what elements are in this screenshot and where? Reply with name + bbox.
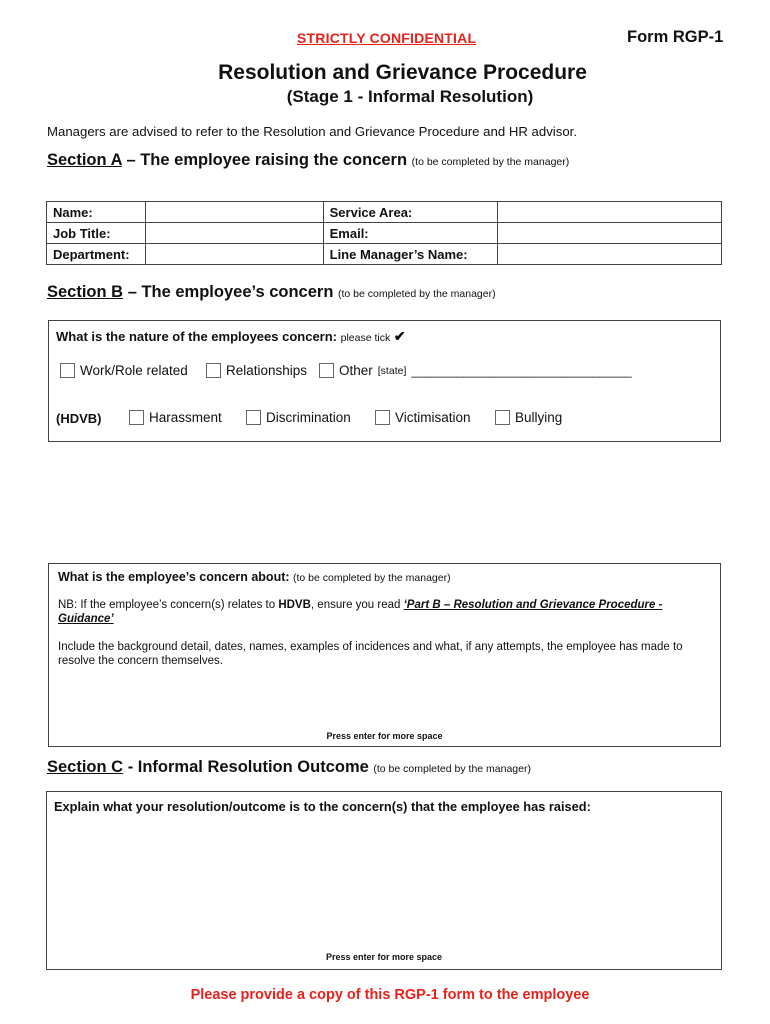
intro-text: Managers are advised to refer to the Resolution and Grievance Procedure and HR advisor.: [47, 124, 577, 139]
section-c-note: (to be completed by the manager): [373, 763, 531, 775]
hdvb-label: (HDVB): [56, 411, 102, 426]
email-label: Email:: [323, 223, 498, 244]
press-enter-hint: Press enter for more space: [326, 731, 443, 741]
nature-hint: please tick: [340, 332, 391, 344]
option-discrimination-label: Discrimination: [266, 410, 351, 425]
checkbox-work-role[interactable]: [60, 363, 75, 378]
about-question: [58, 570, 451, 584]
option-bullying-label: Bullying: [515, 410, 563, 425]
footer-note: Please provide a copy of this RGP-1 form to the employee: [190, 987, 590, 1003]
name-field[interactable]: [145, 202, 323, 223]
tick-icon: ✔: [393, 328, 406, 344]
guidance-link[interactable]: ‘Part B – Resolution and Grievance Procedure - Guidance’: [58, 599, 663, 625]
section-b-label: Section B: [47, 283, 124, 301]
option-bullying[interactable]: [495, 410, 562, 425]
option-other[interactable]: [319, 363, 632, 378]
option-victimisation-label: Victimisation: [395, 410, 471, 425]
option-other-label: Other: [339, 363, 373, 378]
option-relationships-label: Relationships: [226, 363, 308, 378]
service-area-label: Service Area:: [323, 202, 498, 223]
table-row: [47, 223, 722, 244]
section-c-title: - Informal Resolution Outcome: [123, 758, 369, 776]
form-number: Form RGP-1: [627, 28, 724, 46]
section-a-label: Section A: [47, 151, 122, 169]
nb-text: [58, 598, 698, 626]
section-a-heading: [47, 151, 569, 170]
option-work-role-label: Work/Role related: [80, 363, 188, 378]
table-row: [47, 244, 722, 265]
resolution-outcome-box[interactable]: [46, 791, 722, 970]
email-field[interactable]: [498, 223, 722, 244]
page-subtitle: (Stage 1 - Informal Resolution): [286, 87, 534, 106]
checkbox-discrimination[interactable]: [246, 410, 261, 425]
nature-question-text: What is the nature of the employees concern:: [56, 329, 337, 344]
about-question-text: What is the employee’s concern about:: [58, 570, 290, 584]
concern-nature-box: [48, 320, 721, 442]
other-state-line[interactable]: __________________________________: [411, 363, 632, 378]
section-c-label: Section C: [47, 758, 124, 776]
job-title-field[interactable]: [145, 223, 323, 244]
line-manager-field[interactable]: [498, 244, 722, 265]
section-b-note: (to be completed by the manager): [338, 288, 496, 300]
outcome-question: Explain what your resolution/outcome is to the concern(s) that the employee has raised:: [54, 799, 591, 814]
concern-about-box[interactable]: [48, 563, 721, 747]
include-text: Include the background detail, dates, names, examples of incidences and what, if any attempts, the employee has made to resolve the concern themselves.: [58, 641, 683, 667]
section-b-heading: [47, 283, 496, 302]
name-label: Name:: [47, 202, 146, 223]
option-relationships[interactable]: [206, 363, 307, 378]
section-c-heading: [47, 758, 531, 777]
checkbox-harassment[interactable]: [129, 410, 144, 425]
checkbox-bullying[interactable]: [495, 410, 510, 425]
nb-prefix: NB: If the employee’s concern(s) relates to: [58, 599, 279, 611]
section-a-note: (to be completed by the manager): [411, 156, 570, 168]
checkbox-victimisation[interactable]: [375, 410, 390, 425]
section-a-title: – The employee raising the concern: [121, 151, 408, 169]
department-field[interactable]: [145, 244, 323, 265]
table-row: [47, 202, 722, 223]
job-title-label: Job Title:: [47, 223, 146, 244]
department-label: Department:: [47, 244, 146, 265]
option-harassment-label: Harassment: [149, 410, 222, 425]
other-hint: [state]: [377, 364, 407, 377]
option-work-role[interactable]: [60, 363, 188, 378]
service-area-field[interactable]: [498, 202, 722, 223]
checkbox-other[interactable]: [319, 363, 334, 378]
about-note: (to be completed by the manager): [293, 572, 451, 584]
line-manager-label: Line Manager’s Name:: [323, 244, 498, 265]
option-discrimination[interactable]: [246, 410, 351, 425]
option-harassment[interactable]: [129, 410, 222, 425]
nb-mid: , ensure you read: [310, 599, 404, 611]
nb-hdvb: HDVB: [278, 599, 311, 611]
press-enter-hint: Press enter for more space: [325, 952, 443, 962]
confidential-label: STRICTLY CONFIDENTIAL: [297, 30, 477, 46]
page-title: Resolution and Grievance Procedure: [218, 61, 587, 84]
section-b-title: – The employee’s concern: [123, 283, 334, 301]
checkbox-relationships[interactable]: [206, 363, 221, 378]
option-victimisation[interactable]: [375, 410, 471, 425]
nature-question: [56, 328, 406, 345]
employee-details-table: [46, 201, 722, 265]
